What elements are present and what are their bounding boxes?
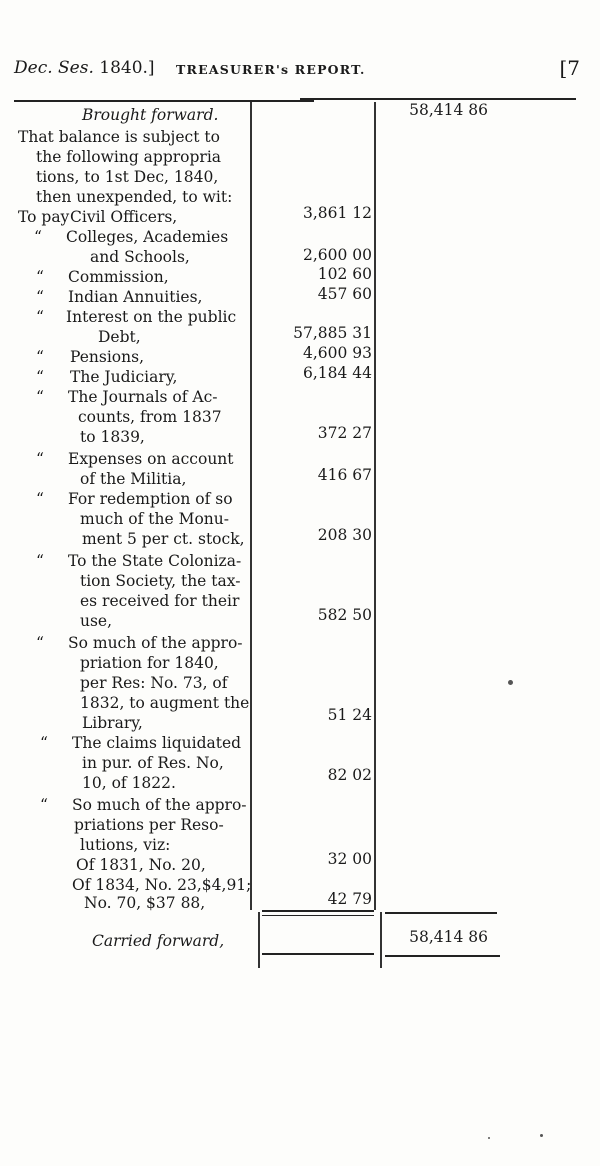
- ditto-mark: “: [36, 288, 44, 306]
- item-amount: 372 27: [317, 424, 372, 442]
- item-amount: 208 30: [317, 526, 372, 544]
- ditto-mark: “: [40, 796, 48, 814]
- column-divider-right: [374, 102, 376, 910]
- intro-line: That balance is subject to: [18, 128, 220, 146]
- ditto-mark: “: [36, 268, 44, 286]
- brought-forward-amount: 58,414 86: [409, 101, 488, 119]
- item-line: priations per Reso-: [74, 816, 224, 834]
- ditto-mark: “: [34, 228, 42, 246]
- item-line: lutions, viz:: [80, 836, 171, 854]
- sum-rule: [262, 915, 374, 916]
- item-amount: 2,600 00: [302, 246, 372, 264]
- item-line: counts, from 1837: [78, 408, 222, 426]
- scan-speck: [488, 1137, 490, 1139]
- item-line: To the State Coloniza-: [68, 552, 242, 570]
- item-amount: 102 60: [317, 265, 372, 283]
- sum-rule: [262, 953, 374, 955]
- total-divider-left: [258, 912, 260, 968]
- intro-line: then unexpended, to wit:: [36, 188, 233, 206]
- item-line: Of 1831, No. 20,: [76, 856, 206, 874]
- item-line: Indian Annuities,: [68, 288, 203, 306]
- item-line: and Schools,: [90, 248, 190, 266]
- ditto-mark: “: [36, 552, 44, 570]
- item-line: Interest on the public: [66, 308, 237, 326]
- item-line: For redemption of so: [68, 490, 233, 508]
- sum-rule: [262, 910, 374, 912]
- session-label: Dec. Ses.: [14, 58, 94, 78]
- item-amount: 4,600 93: [302, 344, 372, 362]
- item-line: of the Militia,: [80, 470, 187, 488]
- running-head-session: [14, 58, 155, 78]
- intro-line: the following appropria: [36, 148, 222, 166]
- item-line: Library,: [82, 714, 143, 732]
- item-line: So much of the appro-: [68, 634, 243, 652]
- scan-speck: [508, 680, 513, 685]
- item-amount: 42 79: [327, 890, 372, 908]
- carried-forward-amount: 58,414 86: [409, 928, 488, 946]
- item-line: Of 1834, No. 23,$4,91;: [72, 876, 252, 894]
- total-divider-right: [380, 912, 382, 968]
- ditto-mark: “: [36, 308, 44, 326]
- ditto-mark: “: [36, 634, 44, 652]
- item-line: No. 70, $37 88,: [84, 894, 206, 912]
- item-amount: 57,885 31: [293, 324, 372, 342]
- sum-rule: [385, 912, 497, 914]
- item-amount: 3,861 12: [302, 204, 372, 222]
- item-line: priation for 1840,: [80, 654, 219, 672]
- brought-forward-label: Brought forward.: [82, 106, 219, 124]
- item-line: The claims liquidated: [72, 734, 242, 752]
- intro-line: tions, to 1st Dec, 1840,: [36, 168, 219, 186]
- ditto-mark: “: [40, 734, 48, 752]
- page-number: [7: [559, 56, 580, 80]
- item-line: in pur. of Res. No,: [82, 754, 224, 772]
- item-amount: 51 24: [327, 706, 372, 724]
- item-line: So much of the appro-: [72, 796, 247, 814]
- item-amount: 6,184 44: [302, 364, 372, 382]
- header-rule-right: [300, 98, 576, 100]
- scan-speck: [540, 1134, 543, 1137]
- ditto-mark: “: [36, 490, 44, 508]
- item-amount: 582 50: [317, 606, 372, 624]
- sum-rule: [385, 955, 500, 957]
- item-line: 10, of 1822.: [82, 774, 176, 792]
- item-line: to 1839,: [80, 428, 145, 446]
- carried-forward-label: Carried forward,: [92, 932, 225, 950]
- item-amount: 457 60: [317, 285, 372, 303]
- item-line: tion Society, the tax-: [80, 572, 241, 590]
- ditto-mark: “: [36, 450, 44, 468]
- item-line: The Journals of Ac-: [68, 388, 218, 406]
- page-header: [14, 58, 590, 88]
- item-mark: To pay: [18, 208, 70, 226]
- item-line: 1832, to augment the: [80, 694, 250, 712]
- header-rule: [14, 100, 314, 102]
- item-line: es received for their: [80, 592, 240, 610]
- item-line: Pensions,: [70, 348, 144, 366]
- column-divider-left: [250, 102, 252, 910]
- item-line: much of the Monu-: [80, 510, 229, 528]
- item-line: Civil Officers,: [70, 208, 178, 226]
- running-head-title: TREASURER's REPORT.: [176, 62, 366, 77]
- ditto-mark: “: [36, 368, 44, 386]
- item-line: Debt,: [98, 328, 141, 346]
- session-year: 1840.]: [99, 58, 155, 78]
- item-amount: 32 00: [327, 850, 372, 868]
- ditto-mark: “: [36, 388, 44, 406]
- item-line: use,: [80, 612, 113, 630]
- item-line: per Res: No. 73, of: [80, 674, 228, 692]
- item-line: ment 5 per ct. stock,: [82, 530, 245, 548]
- item-line: Commission,: [68, 268, 169, 286]
- item-amount: 82 02: [327, 766, 372, 784]
- item-amount: 416 67: [317, 466, 372, 484]
- ditto-mark: “: [36, 348, 44, 366]
- item-line: The Judiciary,: [70, 368, 178, 386]
- item-line: Expenses on account: [68, 450, 234, 468]
- item-line: Colleges, Academies: [66, 228, 229, 246]
